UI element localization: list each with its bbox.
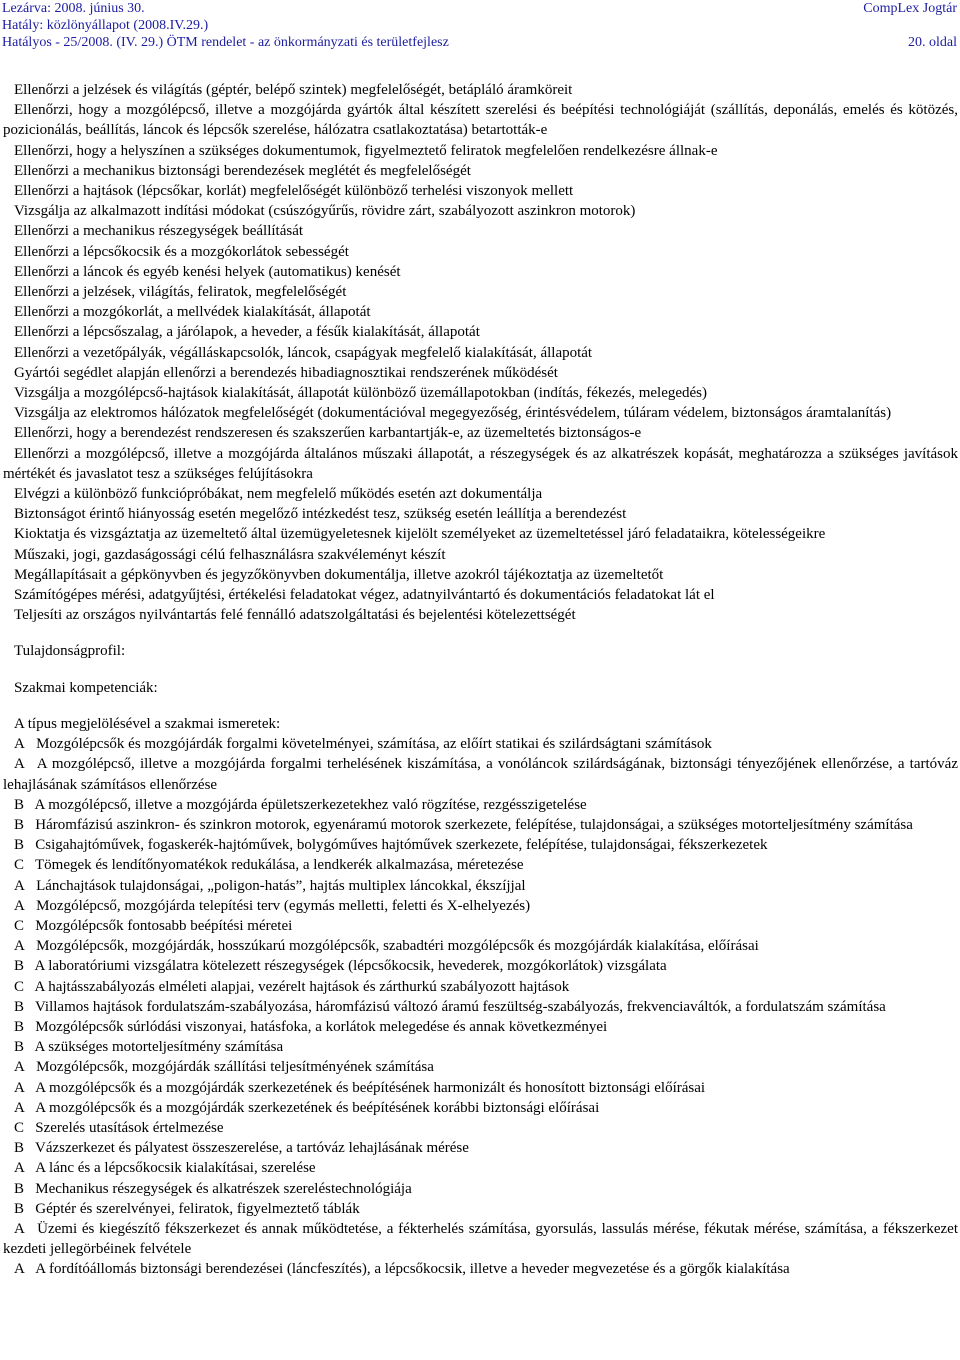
- document-header: [0, 0, 960, 52]
- task-item: Ellenőrzi, hogy a berendezést rendszeresen és szakszerűen karbantartják-e, az üzemeltetés biztonságos-e: [14, 425, 642, 442]
- task-item: Ellenőrzi a hajtások (lépcsőkar, korlát) megfelelőségét különböző terhelési viszonyok mellett: [14, 183, 574, 200]
- knowledge-level: B: [14, 1039, 25, 1056]
- knowledge-item: [3, 1078, 958, 1098]
- knowledge-item: [3, 1098, 958, 1118]
- knowledge-item: [3, 876, 958, 896]
- knowledge-item: [3, 1017, 958, 1037]
- knowledge-item: [3, 734, 958, 754]
- knowledge-text: Géptér és szerelvényei, feliratok, figyelmeztető táblák: [35, 1200, 360, 1217]
- spacer: [3, 625, 958, 641]
- task-item: Ellenőrzi a mozgólépcső, illetve a mozgójárda általános műszaki állapotát, a részegységek és az alkatrészek kopását, meghatározza a szükséges javítások mértékét és javaslatot tesz a szükséges felújításokra: [3, 445, 958, 482]
- knowledge-item: [3, 1158, 958, 1178]
- task-item: Elvégzi a különböző funkciópróbákat, nem megfelelő működés esetén azt dokumentálja: [14, 486, 543, 503]
- task-item: Ellenőrzi a jelzések és világítás (géptér, belépő szintek) megfelelőségét, betápláló áramköreit: [14, 82, 573, 98]
- task-item: Teljesíti az országos nyilvántartás felé fennálló adatszolgáltatási és bejelentési kötelezettségét: [14, 607, 576, 624]
- knowledge-text: Mozgólépcsők és mozgójárdák forgalmi követelményei, számítása, az előírt statikai és szilárdságtani számítások: [36, 736, 712, 753]
- knowledge-level: A: [14, 1160, 25, 1177]
- task-item: Ellenőrzi a láncok és egyéb kenési helyek (automatikus) kenését: [14, 263, 401, 280]
- task-item: Vizsgálja a mozgólépcső-hajtások kialakítását, állapotát különböző üzemállapotokban (indítás, fékezés, melegedés): [14, 385, 708, 402]
- task-item: Vizsgálja az elektromos hálózatok megfelelőségét (dokumentációval megegyezőség, érintésvédelem, túláram védelem, biztonságos áramtalanítás): [14, 405, 892, 422]
- knowledge-text: Lánchajtások tulajdonságai, „poligon-hatás”, hajtás multiplex láncokkal, ékszíjjal: [36, 877, 526, 894]
- knowledge-text: Mozgólépcső, mozgójárda telepítési terv (egymás melletti, feletti és X-elhelyezés): [36, 897, 531, 914]
- knowledge-item: [3, 1138, 958, 1158]
- knowledge-item: [3, 1037, 958, 1057]
- knowledge-item: [3, 754, 958, 794]
- knowledge-item: [3, 815, 958, 835]
- task-item: Műszaki, jogi, gazdaságossági célú felhasználásra szakvéleményt készít: [14, 546, 446, 563]
- effect-status: Hatály: közlönyállapot (2008.IV.29.): [2, 18, 209, 33]
- task-item: Ellenőrzi a lépcsőszalag, a járólapok, a heveder, a fésűk kialakítását, állapotát: [14, 324, 480, 341]
- knowledge-text: Mozgólépcsők fontosabb beépítési méretei: [35, 917, 293, 934]
- knowledge-text: Üzemi és kiegészítő fékszerkezet és annak működtetése, a fékterhelés számítása, gyorsulás, lassulás mérése, fékutak mérése, számítása, a fékszerkezet kezdeti jellegörbéinek felvétele: [3, 1220, 958, 1258]
- knowledge-text: A laboratóriumi vizsgálatra kötelezett részegységek (lépcsőkocsik, hevederek, mozgókorlátok) vizsgálata: [34, 958, 667, 975]
- document-body: [3, 80, 958, 1280]
- closing-date: Lezárva: 2008. június 30.: [2, 1, 145, 16]
- knowledge-intro: A típus megjelölésével a szakmai ismeretek:: [14, 715, 281, 732]
- knowledge-text: A mozgólépcsők és a mozgójárdák szerkezetének és beépítésének korábbi biztonsági előírásai: [35, 1099, 600, 1116]
- task-list: [3, 80, 958, 625]
- knowledge-list: [3, 734, 958, 1279]
- knowledge-level: B: [14, 1018, 25, 1035]
- knowledge-text: Háromfázisú aszinkron- és szinkron motorok, egyenáramú motorok szerkezete, felépítése, tulajdonságai, a szükséges motorteljesítmény számítása: [35, 816, 913, 833]
- task-item: Ellenőrzi a lépcsőkocsik és a mozgókorlátok sebességét: [14, 243, 349, 260]
- knowledge-text: A fordítóállomás biztonsági berendezései (láncfeszítés), a lépcsőkocsik, illetve a heveder megvezetése és a görgők kialakítása: [35, 1261, 790, 1278]
- knowledge-text: A mozgólépcső, illetve a mozgójárda épületszerkezetekhez való rögzítése, rezgésszigetelése: [34, 796, 587, 813]
- knowledge-text: A hajtásszabályozás elméleti alapjai, vezérelt hajtások és zárthurkú szabályozott hajtások: [34, 978, 570, 995]
- knowledge-level: A: [14, 756, 25, 773]
- knowledge-level: B: [14, 1180, 25, 1197]
- knowledge-level: A: [14, 1099, 25, 1116]
- knowledge-item: [3, 1219, 958, 1259]
- knowledge-level: A: [14, 736, 25, 753]
- knowledge-level: B: [14, 816, 25, 833]
- regulation-title: Hatályos - 25/2008. (IV. 29.) ÖTM rendelet - az önkormányzati és területfejlesz: [2, 35, 449, 50]
- task-item: Ellenőrzi a jelzések, világítás, feliratok, megfelelőségét: [14, 284, 347, 301]
- knowledge-level: A: [14, 1220, 25, 1237]
- knowledge-item: [3, 896, 958, 916]
- knowledge-level: A: [14, 1079, 25, 1096]
- knowledge-text: Mechanikus részegységek és alkatrészek szereléstechnológiája: [35, 1180, 412, 1197]
- knowledge-text: A mozgólépcső, illetve a mozgójárda forgalmi terhelésének kiszámítása, a vonóláncok szilárdságának, biztonsági tényezőjének ellenőrzése, a tartóváz lehajlásának számításos ellenőrzése: [3, 756, 958, 793]
- knowledge-level: C: [14, 978, 25, 995]
- spacer: [3, 662, 958, 678]
- spacer: [3, 698, 958, 714]
- knowledge-item: [3, 1179, 958, 1199]
- knowledge-item: [3, 977, 958, 997]
- knowledge-text: Vázszerkezet és pályatest összeszerelése, a tartóváz lehajlásának mérése: [35, 1140, 469, 1157]
- knowledge-level: B: [14, 796, 25, 813]
- knowledge-level: A: [14, 1261, 25, 1278]
- knowledge-text: A szükséges motorteljesítmény számítása: [34, 1039, 284, 1056]
- knowledge-text: Tömegek és lendítőnyomatékok redukálása, a lendkerék alkalmazása, méretezése: [35, 857, 524, 874]
- task-item: Számítógépes mérési, adatgyűjtési, értékelési feladatokat végez, adatnyilvántartó és dokumentációs feladatokat lát el: [14, 587, 715, 604]
- knowledge-level: B: [14, 837, 25, 854]
- knowledge-item: [3, 855, 958, 875]
- knowledge-level: B: [14, 1200, 25, 1217]
- competencies-heading: Szakmai kompetenciák:: [14, 679, 158, 696]
- knowledge-text: Mozgólépcsők, mozgójárdák szállítási teljesítményének számítása: [36, 1059, 434, 1076]
- knowledge-level: B: [14, 998, 25, 1015]
- task-item: Megállapításait a gépkönyvben és jegyzőkönyvben dokumentálja, illetve azokról tájékoztatja az üzemeltetőt: [14, 566, 664, 583]
- knowledge-level: A: [14, 897, 25, 914]
- knowledge-text: Mozgólépcsők, mozgójárdák, hosszúkarú mozgólépcsők, szabadtéri mozgólépcsők és mozgójárdák kialakítása, előírásai: [36, 938, 759, 955]
- task-item: Ellenőrzi, hogy a mozgólépcső, illetve a mozgójárda gyártók által készített szerelési és beépítési technológiáját (szállítás, deponálás, emelés és kötözés, pozicionálás, beállítás, láncok és lépcsők szerelése, hálózatra csatlakoztatása) betartották-e: [3, 102, 958, 139]
- knowledge-level: A: [14, 1059, 25, 1076]
- knowledge-item: [3, 1199, 958, 1219]
- task-item: Ellenőrzi a mechanikus részegységek beállítását: [14, 223, 304, 240]
- page-number: 20. oldal: [908, 35, 957, 50]
- knowledge-level: C: [14, 917, 25, 934]
- publisher-name: CompLex Jogtár: [863, 1, 957, 16]
- knowledge-text: Szerelés utasítások értelmezése: [35, 1119, 224, 1136]
- task-item: Ellenőrzi a vezetőpályák, végálláskapcsolók, láncok, csapágyak megfelelő kialakítását, állapotát: [14, 344, 593, 361]
- profile-heading: Tulajdonságprofil:: [14, 643, 126, 660]
- knowledge-text: Csigahajtóművek, fogaskerék-hajtóművek, bolygóműves hajtóművek szerkezete, felépítése, tulajdonságai, fékszerkezetek: [35, 837, 768, 854]
- knowledge-item: [3, 1057, 958, 1077]
- task-item: Vizsgálja az alkalmazott indítási módokat (csúszógyűrűs, rövidre zárt, szabályozott aszinkron motorok): [14, 203, 636, 220]
- task-item: Ellenőrzi, hogy a helyszínen a szükséges dokumentumok, figyelmeztető feliratok megfelelően rendelkezésre állnak-e: [14, 142, 718, 159]
- task-item: Kioktatja és vizsgáztatja az üzemeltető által üzemügyeletesnek kijelölt személyeket az üzemeltetéssel járó feladataikra, kötelességeikre: [14, 526, 826, 543]
- knowledge-item: [3, 1259, 958, 1279]
- knowledge-item: [3, 795, 958, 815]
- knowledge-text: A lánc és a lépcsőkocsik kialakításai, szerelése: [35, 1160, 316, 1177]
- task-item: Ellenőrzi a mechanikus biztonsági berendezések meglétét és megfelelőségét: [14, 162, 471, 179]
- task-item: Biztonságot érintő hiányosság esetén megelőző intézkedést tesz, szükség esetén leállítja a berendezést: [14, 506, 627, 523]
- knowledge-text: Villamos hajtások fordulatszám-szabályozása, háromfázisú változó áramú feszültség-szabályozás, frekvenciaváltók, a fordulatszám számítása: [35, 998, 886, 1015]
- knowledge-item: [3, 916, 958, 936]
- knowledge-item: [3, 1118, 958, 1138]
- knowledge-level: A: [14, 938, 25, 955]
- knowledge-level: B: [14, 958, 25, 975]
- knowledge-text: A mozgólépcsők és a mozgójárdák szerkezetének és beépítésének harmonizált és honosított biztonsági előírásai: [35, 1079, 706, 1096]
- knowledge-level: C: [14, 857, 25, 874]
- knowledge-text: Mozgólépcsők súrlódási viszonyai, hatásfoka, a korlátok melegedése és annak következményei: [35, 1018, 608, 1035]
- knowledge-level: C: [14, 1119, 25, 1136]
- knowledge-item: [3, 835, 958, 855]
- task-item: Ellenőrzi a mozgókorlát, a mellvédek kialakítását, állapotát: [14, 304, 371, 321]
- task-item: Gyártói segédlet alapján ellenőrzi a berendezés hibadiagnosztikai rendszerének működését: [14, 364, 558, 381]
- knowledge-item: [3, 997, 958, 1017]
- knowledge-level: A: [14, 877, 25, 894]
- knowledge-item: [3, 936, 958, 956]
- knowledge-item: [3, 956, 958, 976]
- knowledge-level: B: [14, 1140, 25, 1157]
